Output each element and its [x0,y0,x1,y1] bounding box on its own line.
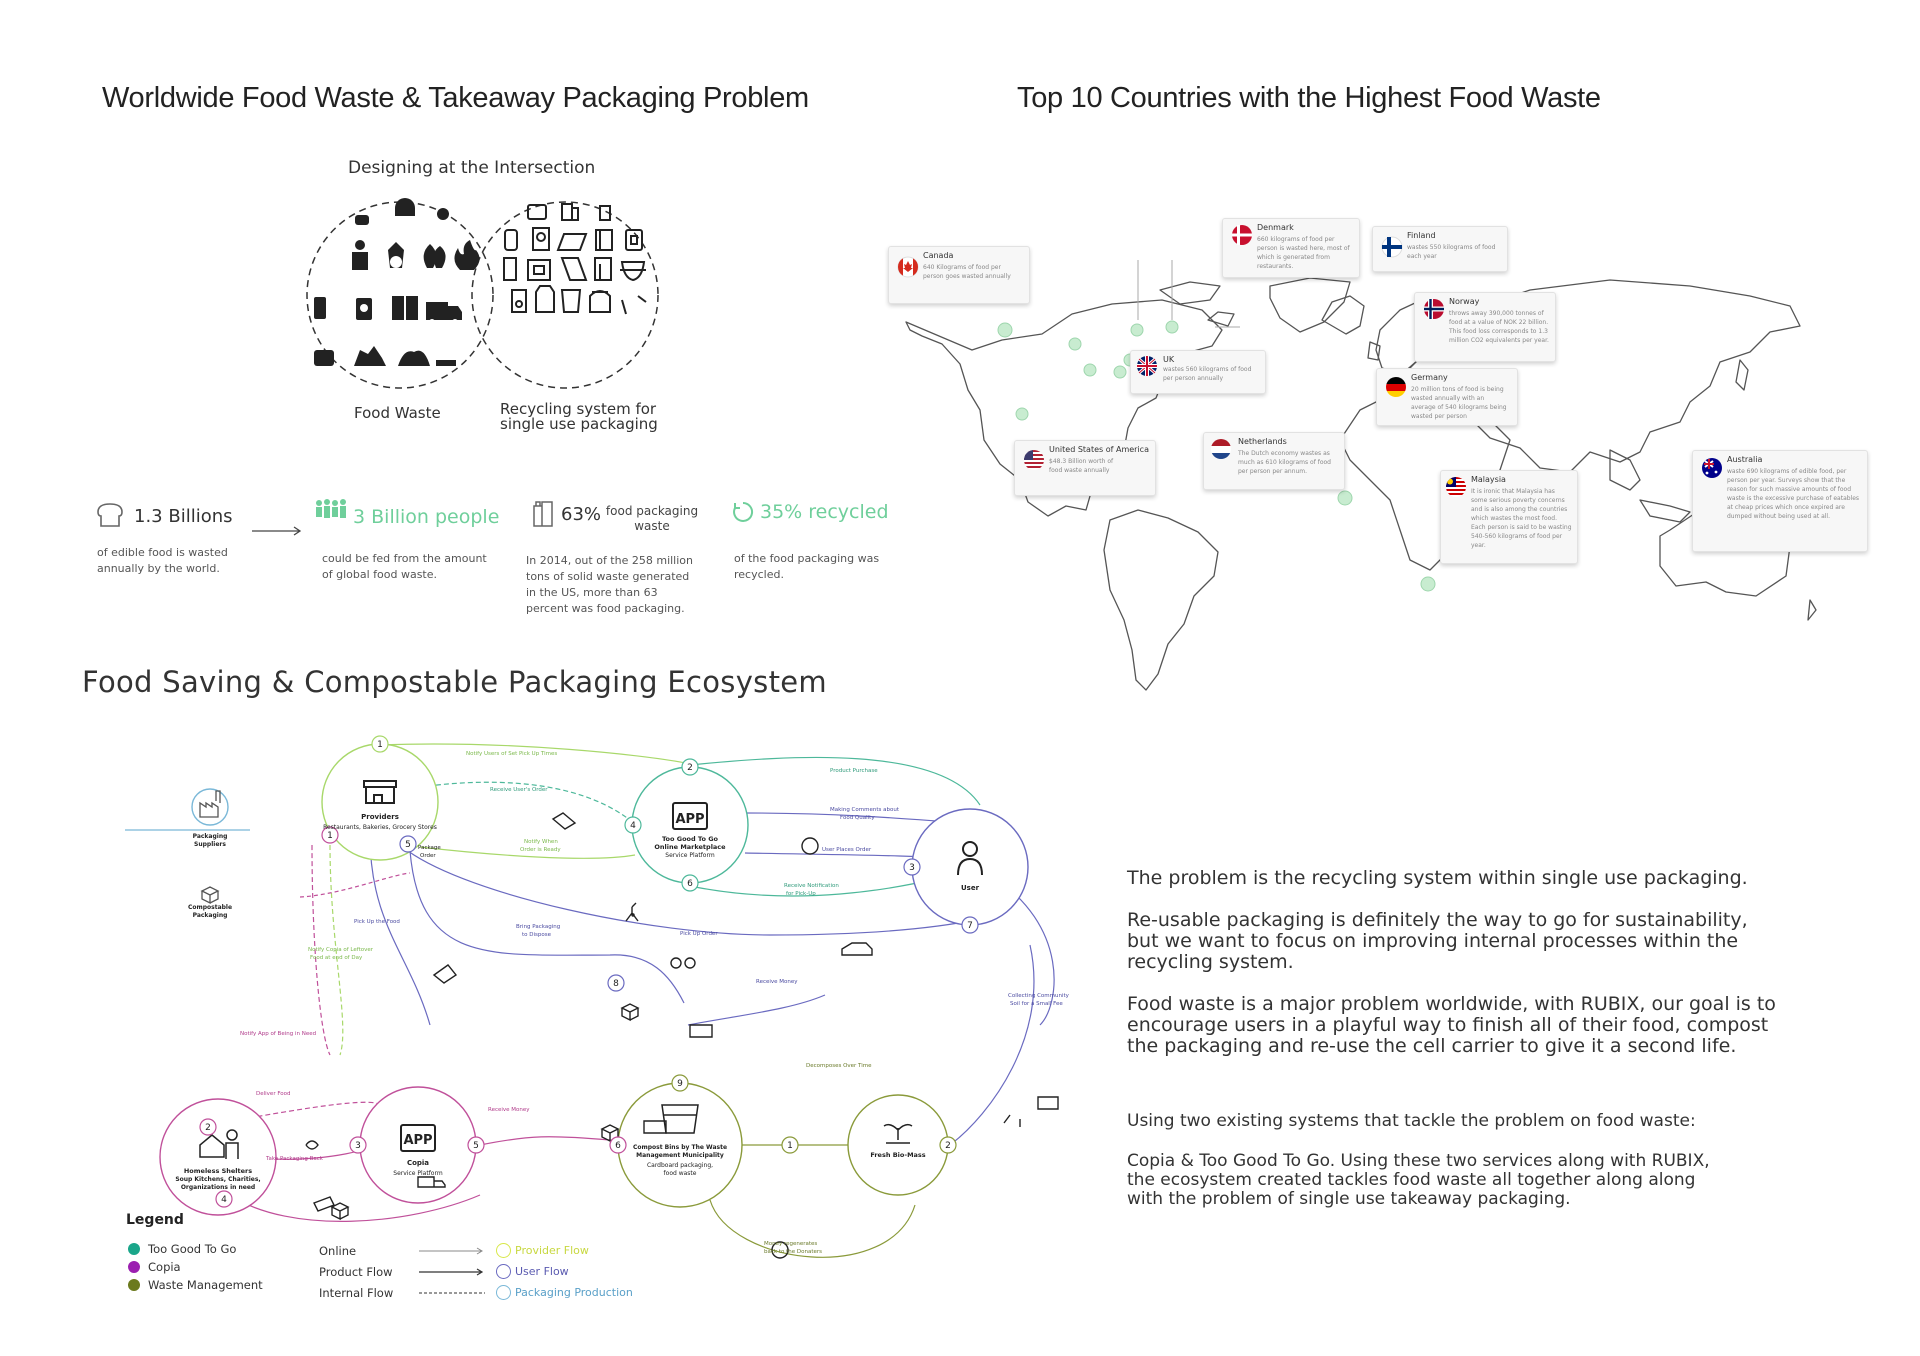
svg-text:Compostable: Compostable [187,904,233,911]
svg-text:5: 5 [405,840,411,850]
card-netherlands: Netherlands The Dutch economy wastes as much as 610 kilograms of food per person per annum. [1203,432,1345,490]
svg-text:Food Quality: Food Quality [840,815,875,821]
svg-text:Take Packaging Back: Take Packaging Back [266,1156,323,1162]
card-uk: UK wastes 560 kilograms of food per person annually [1130,350,1266,394]
legend-lines: Online Product Flow Internal Flow [319,1240,489,1303]
pin-netherlands [1069,338,1081,350]
legend-title: Legend [126,1212,184,1228]
legend-item-waste: Waste Management [128,1276,263,1294]
stat-3-suffix: food packaging waste [605,504,699,533]
svg-text:Order is Ready: Order is Ready [520,847,561,853]
svg-text:Copia: Copia [406,1159,430,1167]
svg-text:Service Platform: Service Platform [393,1170,443,1177]
paragraph-4: Using two existing systems that tackle the problem on food waste: [1127,1111,1696,1131]
online-line-icon [419,1247,489,1255]
svg-text:2: 2 [945,1141,951,1151]
flag-netherlands-icon [1210,438,1232,460]
svg-text:Notify When: Notify When [524,839,558,845]
pin-usa [1016,408,1028,420]
stat-2-value: 3 Billion people [353,506,500,528]
svg-text:to Dispose: to Dispose [522,932,552,938]
venn-diagram [300,200,680,433]
venn-right-label: Recycling system for single use packaging [500,400,658,433]
svg-text:User: User [960,884,980,892]
ecosystem-heading: Food Saving & Compostable Packaging Ecosystem [82,665,827,699]
countries-heading: Top 10 Countries with the Highest Food Waste [1017,82,1601,114]
svg-text:2: 2 [687,763,693,773]
money-icon-receive [690,1025,712,1037]
svg-text:Online Marketplace: Online Marketplace [654,843,726,851]
soil-plant-icon [1004,1115,1020,1127]
paragraph-1: The problem is the recycling system within single use packaging. [1127,867,1748,889]
svg-text:User Places Order: User Places Order [822,847,872,853]
svg-text:9: 9 [677,1079,683,1089]
svg-text:Order: Order [420,853,436,859]
svg-text:Homeless Shelters: Homeless Shelters [183,1167,253,1175]
truck-icon-back [314,1197,334,1211]
flag-malaysia-icon [1445,476,1467,498]
svg-text:Bring Packaging: Bring Packaging [516,924,561,930]
svg-text:Receive User's Order: Receive User's Order [490,787,548,793]
svg-text:Receive Money: Receive Money [488,1107,530,1113]
svg-text:Too Good To Go: Too Good To Go [661,835,719,843]
packaging-icon [530,498,556,528]
svg-text:Deliver Food: Deliver Food [256,1091,291,1097]
svg-text:Suppliers: Suppliers [194,841,226,848]
svg-text:8: 8 [613,979,619,989]
svg-text:6: 6 [687,879,693,889]
svg-text:Receive Notification: Receive Notification [784,883,839,889]
card-norway: Norway throws away 390,000 tonnes of food at a value of NOK 22 billion. This food loss corresponds to 1.3 million CO2 equivalents per year. [1414,292,1556,362]
pin-denmark [1114,366,1126,378]
svg-text:Packaging: Packaging [192,912,228,919]
svg-text:for Pick-Up: for Pick-Up [786,891,816,897]
paragraph-5: Copia & Too Good To Go. Using these two services along with RUBIX, the ecosystem created tackles food waste all together along along with the problem of single use takeaway packaging. [1127,1151,1710,1209]
svg-text:1: 1 [377,740,383,750]
car-icon [842,943,872,955]
venn-left-label: Food Waste [354,404,441,422]
svg-text:Restaurants, Bakeries, Grocery: Restaurants, Bakeries, Grocery Stores [323,824,437,831]
svg-text:Notify Copia of Leftover: Notify Copia of Leftover [308,947,374,953]
legend-items [128,1240,263,1294]
card-canada: Canada 640 Kilograms of food per person goes wasted annually [888,246,1030,304]
recycle-icon [731,500,755,524]
flag-norway-icon [1423,298,1445,320]
node-packaging-suppliers [192,789,228,825]
provider-flow-circle-icon [496,1243,511,1258]
svg-text:Pick Up the Food: Pick Up the Food [354,919,400,925]
svg-text:2: 2 [205,1123,211,1133]
hand-order-icon [553,813,575,829]
svg-text:3: 3 [909,863,915,873]
flag-usa-icon [1023,449,1045,471]
svg-text:Soup Kitchens, Charities,: Soup Kitchens, Charities, [175,1176,261,1183]
packaging-flow-circle-icon [496,1285,511,1300]
svg-text:1: 1 [327,831,333,841]
pin-australia [1421,577,1435,591]
pin-germany [1084,364,1096,376]
legend-dot-icon [128,1243,140,1255]
svg-text:APP: APP [675,812,705,827]
node-biomass [848,1095,948,1195]
heart-hand-icon [306,1141,318,1149]
svg-text:Packaging: Packaging [192,833,228,840]
legend-item-copia: Copia [128,1258,263,1276]
flag-germany-icon [1385,376,1407,398]
svg-text:Compost Bins by The Waste: Compost Bins by The Waste [632,1144,728,1151]
soil-money-icon [1038,1097,1058,1109]
stat-1-desc: of edible food is wasted annually by the world. [97,546,228,575]
food-waste-icons [314,198,480,366]
pin-norway [1166,321,1178,333]
product-flow-line-icon [419,1268,489,1276]
svg-text:4: 4 [630,821,636,831]
svg-text:Receive Money: Receive Money [756,979,798,985]
svg-text:Cardboard packaging,: Cardboard packaging, [646,1162,714,1169]
svg-text:Food at end of Day: Food at end of Day [310,955,363,961]
svg-text:Soil for a Small Fee: Soil for a Small Fee [1010,1001,1063,1007]
flow-receive-money [688,995,825,1025]
card-usa: United States of America $48.3 Billion worth of food waste annually [1014,440,1156,496]
svg-text:Decomposes Over Time: Decomposes Over Time [806,1063,872,1069]
flow-copia-dash [300,873,410,897]
pin-malaysia [1338,491,1352,505]
pin-canada [998,323,1012,337]
node-user [912,809,1028,925]
flow-pick-up-food [370,835,430,1025]
card-denmark: Denmark 660 kilograms of food per person is wasted here, most of which is generated from restaurants. [1222,218,1360,278]
user-flow-circle-icon [496,1264,511,1279]
stat-3-desc: In 2014, out of the 258 million tons of solid waste generated in the US, more than 63 percent was food packaging. [526,554,693,615]
svg-text:Management Municipality: Management Municipality [636,1152,724,1159]
pin-usa-east [1131,324,1143,336]
bike-wheel-icon [671,958,681,968]
venn-title: Designing at the Intersection [348,158,596,178]
legend-item-tgtg: Too Good To Go [128,1240,263,1258]
flow-collecting [950,945,1034,1145]
flow-copia-compost [480,1137,610,1145]
internal-flow-line-icon [419,1289,489,1297]
svg-text:Package: Package [418,845,441,851]
svg-text:food waste: food waste [663,1170,697,1177]
legend-dot-icon [128,1261,140,1273]
stat-1-value: 1.3 Billions [134,506,233,527]
flag-finland-icon [1381,236,1403,258]
svg-text:Collecting Community: Collecting Community [1008,993,1069,999]
svg-text:Providers: Providers [361,813,399,821]
flag-denmark-icon [1231,224,1253,246]
svg-text:APP: APP [403,1133,433,1148]
compostable-box-icon [202,887,218,903]
svg-text:Notify App of Being in Need: Notify App of Being in Need [240,1031,317,1037]
legend-flows: Provider Flow User Flow Packaging Production [496,1240,633,1303]
svg-text:Money regenerates: Money regenerates [764,1241,818,1247]
svg-text:1: 1 [787,1141,793,1151]
box-icon-9 [622,1004,638,1020]
svg-text:3: 3 [355,1141,361,1151]
svg-text:Pick Up Order: Pick Up Order [680,931,718,937]
card-germany: Germany 20 million tons of food is being wasted annually with an average of 540 kilograms being wasted per person [1376,368,1518,426]
stat-2-desc: could be fed from the amount of global food waste. [322,552,487,581]
legend-dot-icon [128,1279,140,1291]
flag-canada-icon [897,256,919,278]
svg-text:6: 6 [615,1141,621,1151]
walking-icon [626,903,638,921]
svg-text:Fresh Bio-Mass: Fresh Bio-Mass [870,1151,926,1159]
bread-icon [94,502,126,528]
paragraph-3: Food waste is a major problem worldwide, with RUBIX, our goal is to encourage users in a playful way to finish all of their food, compost the packaging and re-use the cell carrier to give it a second life. [1127,993,1776,1057]
stat-4-desc: of the food packaging was recycled. [734,552,880,581]
stat-4-value: 35% recycled [760,501,889,523]
tag-icon [434,965,456,983]
arrow-icon [250,524,306,538]
flag-australia-icon [1701,457,1723,479]
packaging-icons [504,204,646,314]
svg-text:Making Comments about: Making Comments about [830,807,899,813]
stat-3-value: 63% [561,504,602,525]
paragraph-2: Re-usable packaging is definitely the way to go for sustainability, but we want to focus on improving internal processes within the recycling system. [1127,909,1748,973]
svg-text:Service Platform: Service Platform [665,852,715,859]
card-malaysia: Malaysia It is ironic that Malaysia has some serious poverty concerns and is also among the countries which wastes the most food. Each person is said to be wasting 540-560 kilograms of food per year. [1440,470,1578,564]
coin-icon [802,838,818,854]
svg-text:Notify Users of Set Pick Up Ti: Notify Users of Set Pick Up Times [466,751,558,757]
card-australia: Australia waste 690 kilograms of edible food, per person per year. Surveys show that the reason for such massive amounts of food waste is the excessive purchase of eatables at cheap prices which once expired are dumped without being used at all. [1692,450,1868,552]
card-finland: Finland wastes 550 kilograms of food each year [1372,226,1508,272]
svg-text:4: 4 [221,1195,227,1205]
svg-text:back to the Donaters: back to the Donaters [764,1249,822,1255]
flow-take-packaging-back [230,1195,480,1221]
svg-text:Product Purchase: Product Purchase [830,768,878,774]
svg-text:Organizations in need: Organizations in need [180,1184,256,1191]
svg-text:5: 5 [473,1141,479,1151]
people-crowd-icon [314,498,348,524]
flag-uk-icon [1136,355,1158,377]
svg-text:7: 7 [967,921,973,931]
problem-heading: Worldwide Food Waste & Takeaway Packaging Problem [102,82,809,114]
